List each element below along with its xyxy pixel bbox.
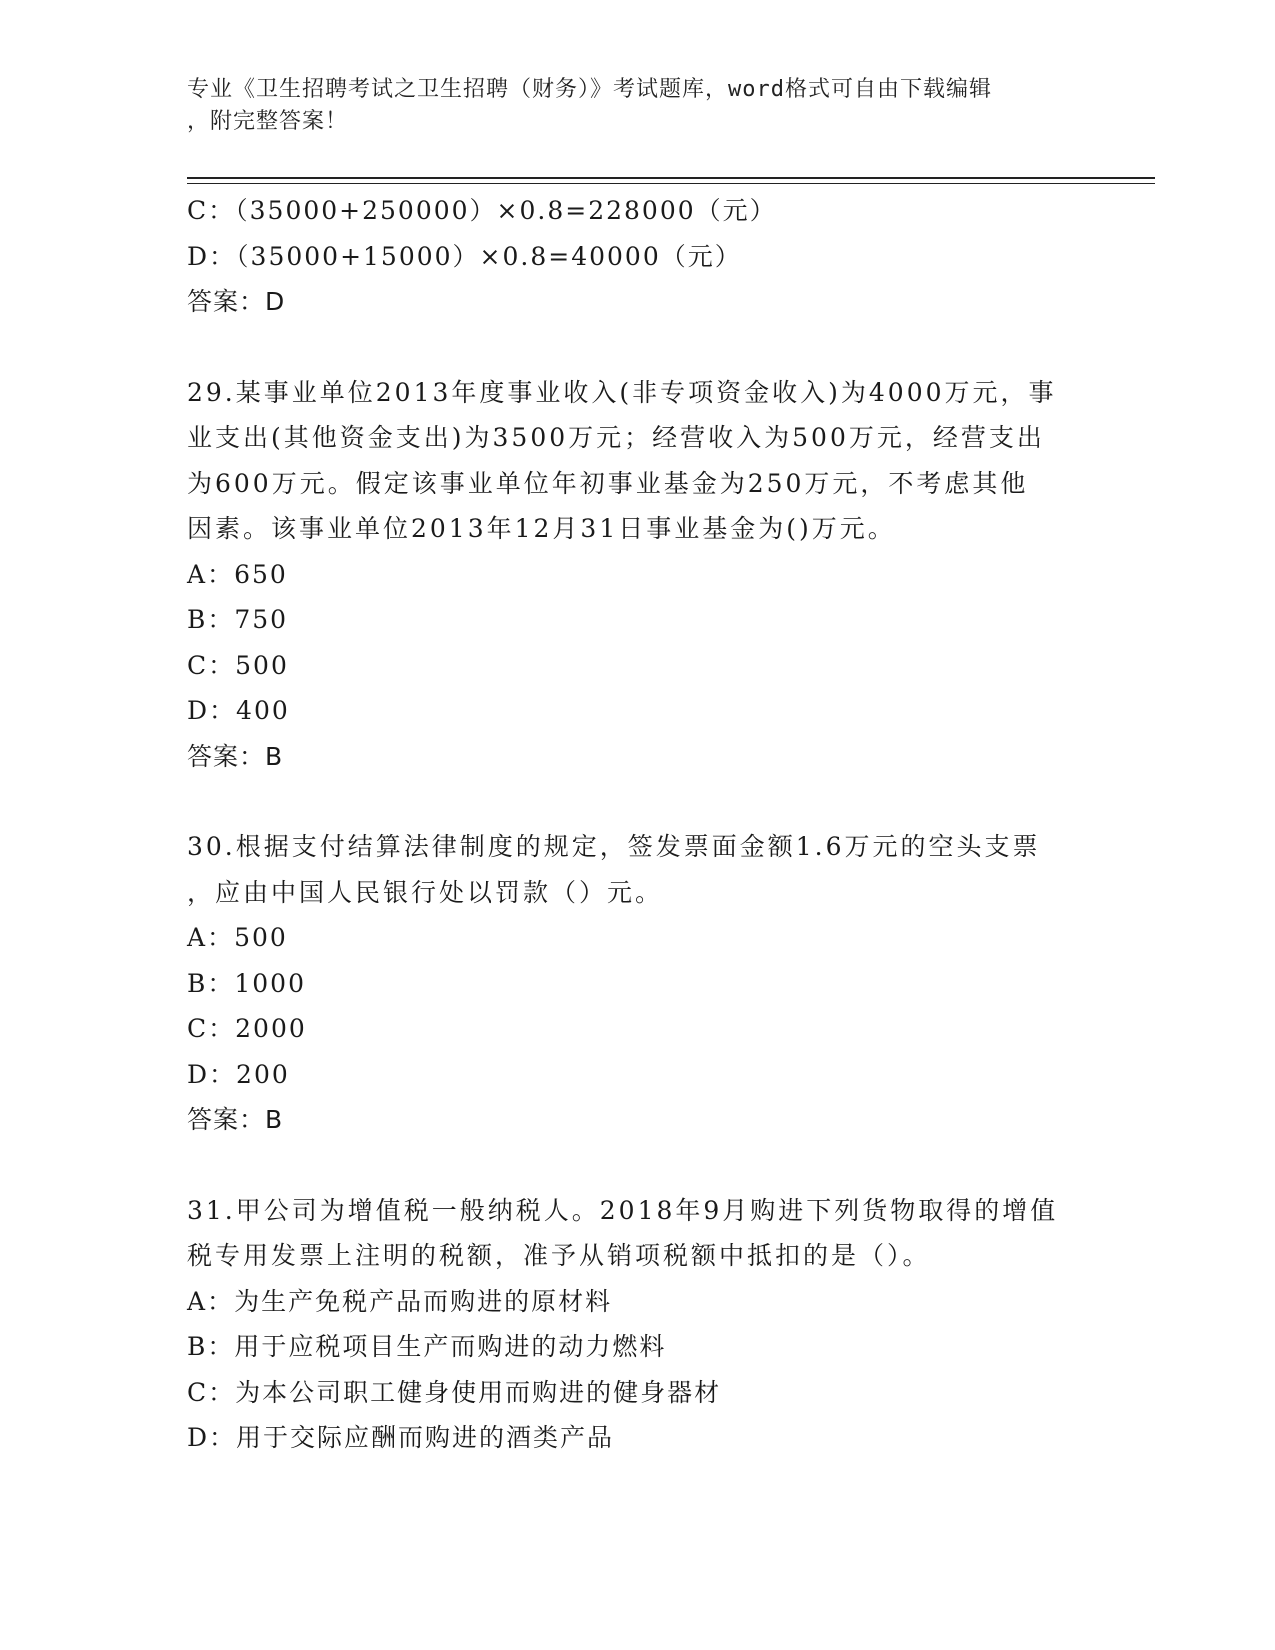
option-label: C： — [187, 650, 236, 680]
question-stem-line: 业支出(其他资金支出)为3500万元；经营收入为500万元，经营支出 — [187, 423, 1045, 452]
option-d — [187, 688, 1087, 734]
option-b — [187, 1324, 1087, 1370]
question-stem-line: ，应由中国人民银行处以罚款（）元。 — [187, 877, 664, 907]
document-header — [187, 74, 1087, 138]
option-b — [187, 961, 1087, 1007]
option-label: B： — [187, 1332, 235, 1361]
question-29 — [187, 370, 1087, 780]
option-c — [187, 188, 1087, 234]
option-text: 650 — [234, 559, 288, 589]
option-d — [187, 1052, 1087, 1098]
option-label: D： — [187, 1423, 237, 1452]
option-text: （35000+15000）×0.8=40000（元） — [236, 241, 742, 271]
question-stem-line: 税专用发票上注明的税额，准予从销项税额中抵扣的是（）。 — [187, 1241, 931, 1270]
option-label: C： — [187, 196, 236, 225]
question-stem-line: 为600万元。假定该事业单位年初事业基金为250万元，不考虑其他 — [187, 468, 1029, 498]
option-text: （35000+250000）×0.8=228000（元） — [235, 196, 777, 225]
option-label: A： — [187, 1286, 235, 1316]
option-text: 750 — [234, 605, 289, 634]
answer-line: 答案：B — [187, 741, 284, 771]
option-label: D： — [187, 241, 237, 271]
question-stem-line: 因素。该事业单位2013年12月31日事业基金为()万元。 — [187, 514, 896, 543]
option-label: C： — [187, 1014, 236, 1043]
option-text: 500 — [234, 923, 288, 952]
answer-line: 答案：B — [187, 1105, 284, 1134]
option-text: 用于应税项目生产而购进的动力燃料 — [234, 1332, 667, 1361]
question-stem-line: 31.甲公司为增值税一般纳税人。2018年9月购进下列货物取得的增值 — [187, 1195, 1059, 1225]
header-line-2: ，附完整答案！ — [187, 109, 349, 134]
option-text: 为生产免税产品而购进的原材料 — [234, 1286, 613, 1316]
option-c — [187, 643, 1087, 689]
answer-line: 答案：D — [187, 287, 286, 316]
option-text: 400 — [236, 696, 290, 725]
option-b — [187, 597, 1087, 643]
option-label: D： — [187, 1059, 237, 1089]
question-30 — [187, 824, 1087, 1143]
option-a — [187, 1279, 1087, 1325]
option-a — [187, 552, 1087, 598]
option-label: A： — [187, 923, 235, 952]
option-text: 1000 — [234, 968, 306, 998]
header-divider-thick — [187, 177, 1155, 179]
prev-question — [187, 188, 1087, 325]
header-line-1: 专业《卫生招聘考试之卫生招聘（财务）》考试题库，word格式可自由下载编辑 — [187, 77, 992, 102]
option-label: B： — [187, 605, 235, 634]
question-content — [187, 188, 1087, 1461]
option-d — [187, 234, 1087, 280]
question-stem-line: 29.某事业单位2013年度事业收入(非专项资金收入)为4000万元，事 — [187, 377, 1057, 407]
option-c — [187, 1370, 1087, 1416]
option-text: 为本公司职工健身使用而购进的健身器材 — [235, 1377, 722, 1407]
option-label: D： — [187, 696, 237, 725]
option-text: 500 — [235, 650, 289, 680]
option-c — [187, 1006, 1087, 1052]
option-text: 200 — [236, 1059, 290, 1089]
option-a — [187, 915, 1087, 961]
option-d — [187, 1415, 1087, 1461]
option-label: B： — [187, 968, 235, 998]
option-text: 2000 — [235, 1014, 307, 1043]
question-31 — [187, 1188, 1087, 1461]
option-label: C： — [187, 1377, 236, 1407]
header-divider-thin — [187, 183, 1155, 184]
question-stem-line: 30.根据支付结算法律制度的规定，签发票面金额1.6万元的空头支票 — [187, 832, 1041, 861]
option-text: 用于交际应酬而购进的酒类产品 — [236, 1423, 615, 1452]
option-label: A： — [187, 559, 235, 589]
